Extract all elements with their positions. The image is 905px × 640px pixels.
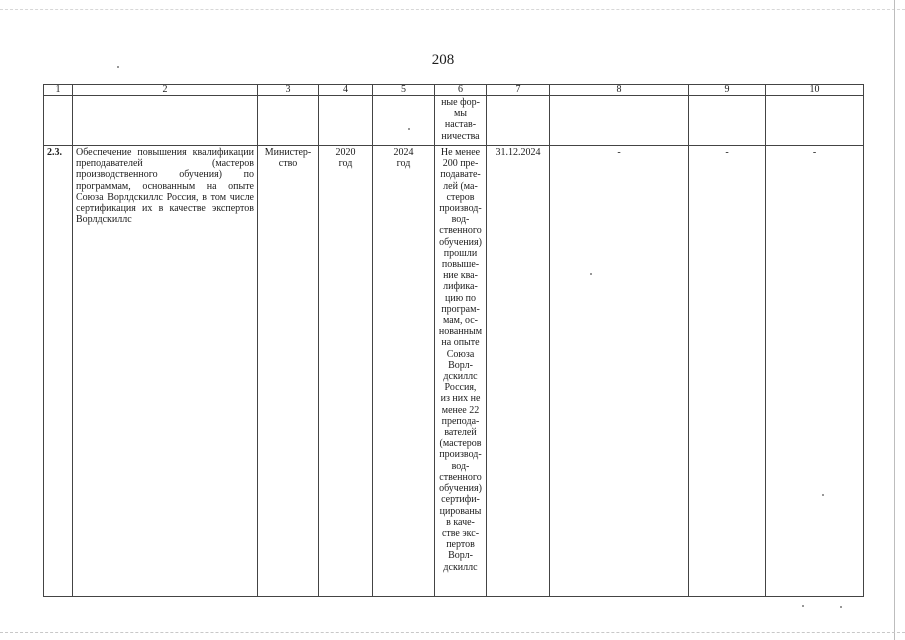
row-end-year [373,146,435,597]
cell-line: пертов [446,539,475,551]
cell-line: дскиллс [443,561,478,573]
scan-edge-right [894,0,895,640]
cell-line: производ- [439,449,482,461]
cell-line: препода- [441,415,480,427]
cell-line: из них не [440,393,481,405]
cell-line: менее 22 [441,404,480,416]
scan-speck [802,605,804,607]
table-header-row [44,85,864,96]
cell-line: 2020 [335,147,356,158]
row-start-year [319,146,373,597]
cell-line: дскиллс [443,371,478,383]
header-cell: 2 [73,85,258,96]
table-cell [319,96,373,146]
cell-line: Министер- [264,147,312,158]
cell-line: на опыте [441,337,480,349]
row-col10: - [766,146,864,597]
continuation-result-cell [435,96,487,146]
row-col9: - [689,146,766,597]
table-row [44,146,864,597]
cell-line: обучения) [439,236,482,248]
row-result [435,146,487,597]
cell-line: год [396,158,411,170]
cell-line: вод- [451,460,470,472]
table-cell [487,96,550,146]
table-cell [550,96,689,146]
cell-line: стеров [446,191,475,203]
cell-line: лей (ма- [443,180,478,192]
header-cell: 3 [258,85,319,96]
header-cell: 1 [44,85,73,96]
header-cell: 7 [487,85,550,96]
row-col8: - [550,146,689,597]
cell-line: мам, ос- [442,315,479,327]
header-cell: 6 [435,85,487,96]
cell-line: Союза [446,348,475,360]
cell-line: Ворл- [448,550,473,562]
cell-line: лифика- [443,281,478,293]
page-number: 208 [431,52,455,68]
cell-line: мы [453,108,468,120]
cell-line: програм- [441,303,480,315]
header-cell: 8 [550,85,689,96]
cell-line: ние ква- [443,270,478,282]
cell-line: нованным [438,326,483,338]
cell-line: 200 пре- [442,158,479,170]
row-number: 2.3. [44,146,73,597]
cell-line: ственного [439,225,482,237]
table-cell [258,96,319,146]
cell-line: ственного [439,471,482,483]
header-cell: 9 [689,85,766,96]
cell-line: повыше- [441,259,480,271]
cell-line: (мастеров [439,438,482,450]
cell-line: вод- [451,214,470,226]
continuation-row [44,96,864,146]
table-cell [44,96,73,146]
table-cell [766,96,864,146]
table-cell [73,96,258,146]
cell-line: ничества [441,130,480,142]
cell-line: в каче- [446,516,475,528]
header-cell: 5 [373,85,435,96]
scan-speck [840,606,842,608]
cell-line: сертифи- [441,494,480,506]
cell-line: обучения) [439,483,482,495]
scan-edge-top [0,9,905,11]
row-description: Обеспечение повышения квалификации преподавателей (мастеров производственного обучения) по программам, основанным на опыте Союза Ворлдскиллс Россия, в том числе сертификация их в качестве экспертов Ворлдскиллс [73,146,258,597]
cell-line: 2024 [393,147,414,158]
cell-line: вателей [444,427,477,439]
cell-line: настав- [444,119,477,131]
table-cell [689,96,766,146]
table-cell [373,96,435,146]
cell-line: стве экс- [441,527,480,539]
row-responsible [258,146,319,597]
cell-line: цированы [439,505,482,517]
cell-line: ные фор- [441,97,480,108]
header-cell: 4 [319,85,373,96]
cell-line: прошли [443,247,478,259]
cell-line: цию по [444,292,477,304]
cell-line: Не менее [440,147,481,158]
cell-line: производ- [439,203,482,215]
scan-speck [117,66,119,68]
cell-line: Ворл- [448,359,473,371]
cell-line: подавате- [440,169,481,181]
scan-edge-bottom [0,632,905,634]
cell-line: Россия, [444,382,477,394]
header-cell: 10 [766,85,864,96]
row-deadline: 31.12.2024 [487,146,550,597]
plan-table [43,84,864,597]
cell-line: год [338,158,353,170]
cell-line: ство [278,158,298,170]
